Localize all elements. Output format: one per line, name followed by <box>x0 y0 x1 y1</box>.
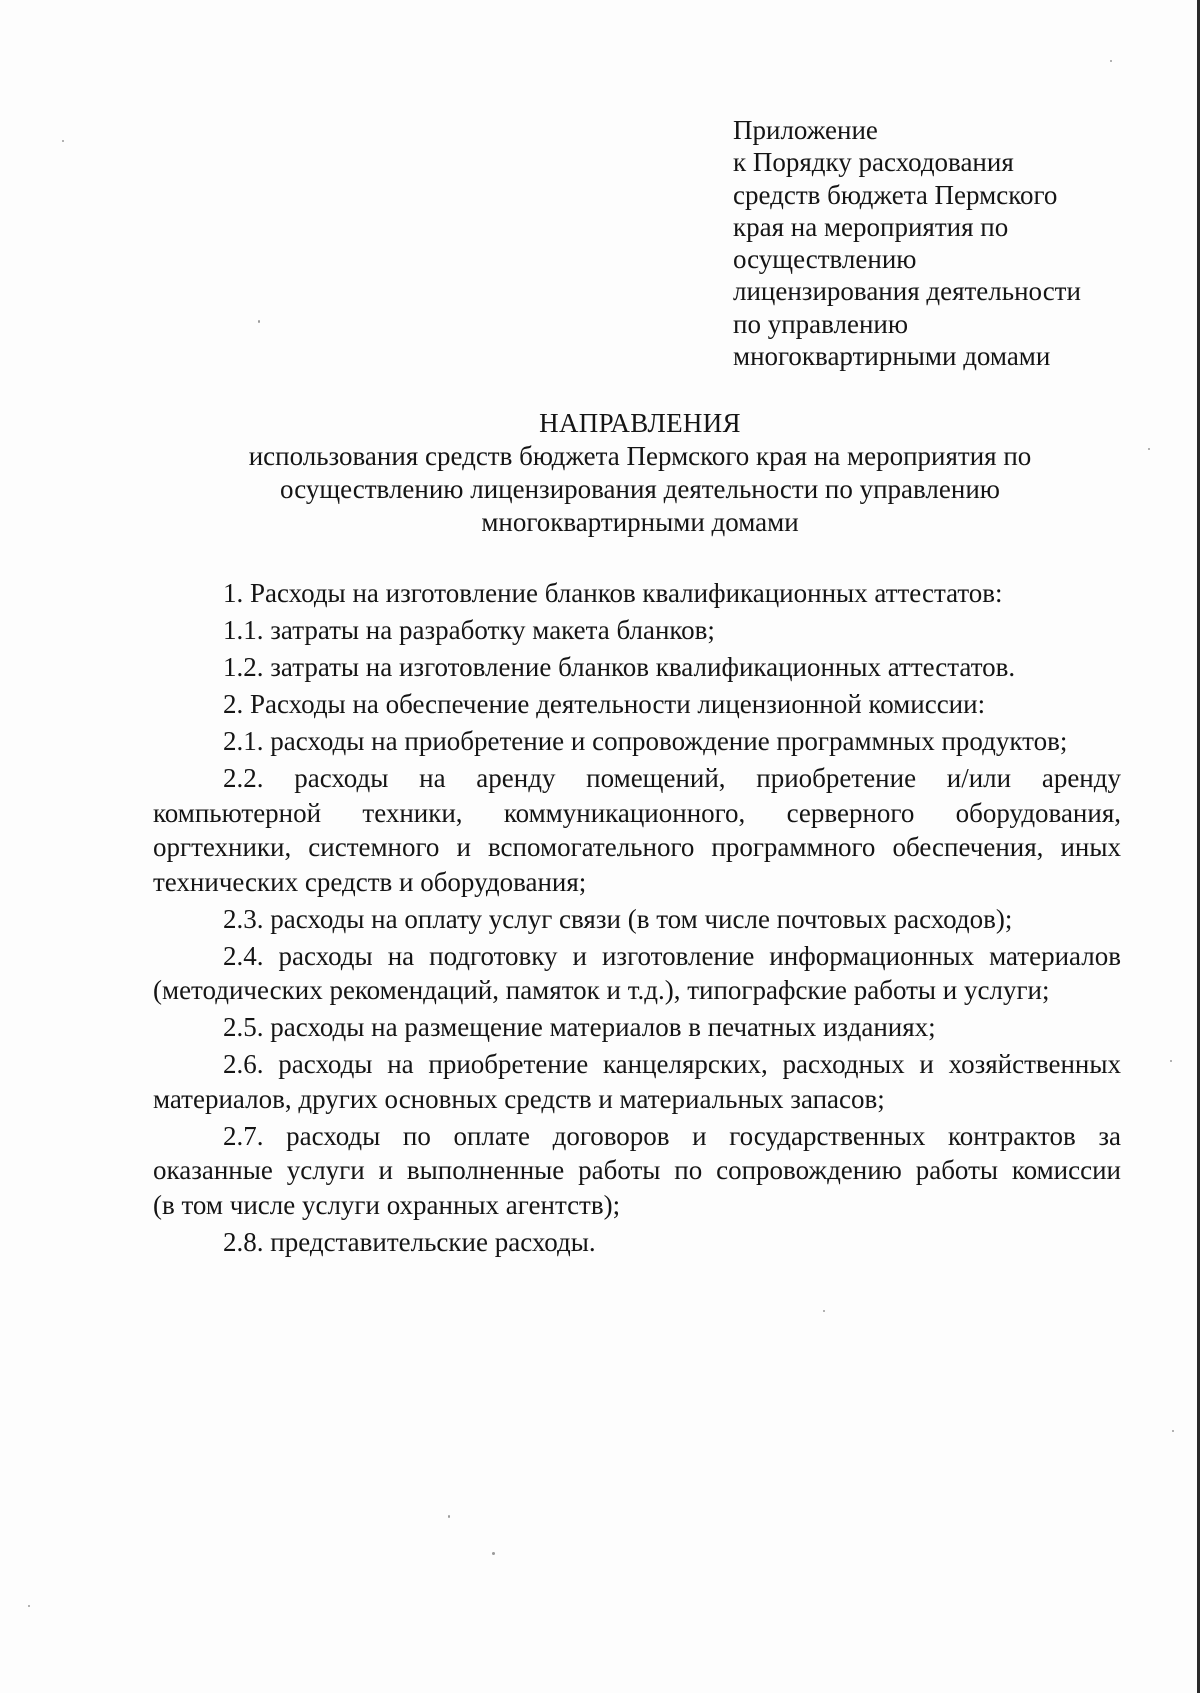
list-item-2-3: 2.3. расходы на оплату услуг связи (в том числе почтовых расходов); <box>223 903 1013 934</box>
scan-speck <box>28 1605 30 1607</box>
list-item-line: оргтехники, системного и вспомогательного программного обеспечения, иных <box>153 832 1121 862</box>
list-item-2-4 <box>153 939 1121 1008</box>
list-item-1-2: 1.2. затраты на изготовление бланков квалификационных аттестатов. <box>223 652 1016 682</box>
scan-speck <box>492 1552 495 1555</box>
appendix-line: многоквартирными домами <box>733 341 1051 372</box>
list-item-line: материалов, других основных средств и материальных запасов; <box>153 1083 885 1114</box>
subtitle-line: многоквартирными домами <box>481 507 799 537</box>
list-item-line: 2.2. расходы на аренду помещений, приобретение и/или аренду <box>223 763 1121 793</box>
list-item-line: 2.7. расходы по оплате договоров и государственных контрактов за <box>223 1120 1121 1151</box>
scan-speck <box>1148 448 1150 450</box>
list-item-2-1: 2.1. расходы на приобретение и сопровождение программных продуктов; <box>223 726 1068 756</box>
list-item-line: (в том числе услуги охранных агентств); <box>153 1189 621 1220</box>
appendix-line: к Порядку расходования <box>733 147 1014 178</box>
list-item-2-5: 2.5. расходы на размещение материалов в печатных изданиях; <box>223 1012 936 1042</box>
list-item-2-8: 2.8. представительские расходы. <box>223 1226 596 1257</box>
list-item-2-6 <box>153 1047 1121 1116</box>
scan-speck <box>1170 1060 1172 1062</box>
list-item-line: технических средств и оборудования; <box>153 866 587 897</box>
appendix-line: края на мероприятия по <box>733 211 1009 242</box>
appendix-line: Приложение <box>733 115 878 145</box>
list-item-1: 1. Расходы на изготовление бланков квалификационных аттестатов: <box>223 578 1003 608</box>
document-title: НАПРАВЛЕНИЯ <box>539 408 741 438</box>
appendix-line: осуществлению <box>733 244 917 275</box>
appendix-line: средств бюджета Пермского <box>733 179 1058 210</box>
list-item-line: (методических рекомендаций, памяток и т.д.), типографские работы и услуги; <box>153 975 1050 1005</box>
list-item-line: 2.4. расходы на подготовку и изготовление информационных материалов <box>223 940 1121 971</box>
list-item-1-1: 1.1. затраты на разработку макета бланков; <box>223 615 715 645</box>
list-item-line: оказанные услуги и выполненные работы по сопровождению работы комиссии <box>153 1155 1121 1185</box>
appendix-block <box>733 114 1153 372</box>
subtitle-line: использования средств бюджета Пермского края на мероприятия по <box>248 441 1032 471</box>
list-item-2: 2. Расходы на обеспечение деятельности лицензионной комиссии: <box>223 689 986 719</box>
scan-speck <box>823 1310 825 1312</box>
scan-speck <box>1110 60 1112 62</box>
scan-speck <box>448 1515 450 1518</box>
scan-speck <box>1172 1430 1174 1432</box>
list-item-line: 2.6. расходы на приобретение канцелярских, расходных и хозяйственных <box>223 1049 1121 1079</box>
scan-speck <box>62 140 64 142</box>
document-subtitle <box>205 440 1075 539</box>
scan-speck <box>258 320 260 323</box>
list-item-2-2 <box>153 761 1121 899</box>
expense-list <box>153 576 1121 1262</box>
list-item-line: компьютерной техники, коммуникационного, серверного оборудования, <box>153 797 1121 828</box>
appendix-line: лицензирования деятельности <box>733 276 1081 307</box>
list-item-2-7 <box>153 1119 1121 1223</box>
appendix-line: по управлению <box>733 308 909 339</box>
subtitle-line: осуществлению лицензирования деятельности по управлению <box>280 474 1000 504</box>
